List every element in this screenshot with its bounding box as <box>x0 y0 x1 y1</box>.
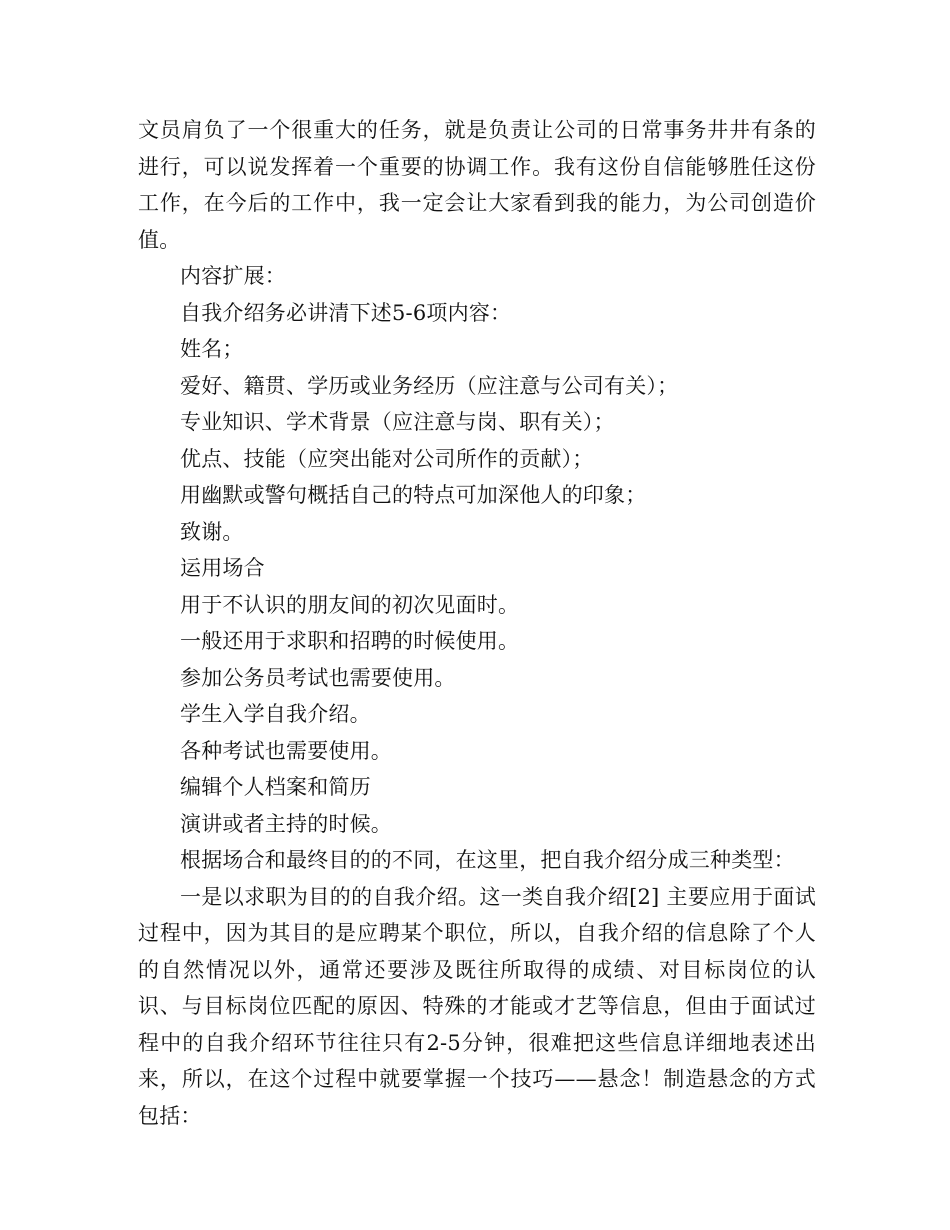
list-item-first-meeting: 用于不认识的朋友间的初次见面时。 <box>180 592 520 617</box>
paragraph-intro: 文员肩负了一个很重大的任务，就是负责让公司的日常事务井井有条的进行，可以说发挥着一个重要的协调工作。我有这份自信能够胜任这份工作，在今后的工作中，我一定会让大家看到我的能力，为公司创造价值。 <box>138 118 816 252</box>
list-item-strengths: 优点、技能（应突出能对公司所作的贡献）； <box>180 446 594 471</box>
paragraph-intro-items-heading: 自我介绍务必讲清下述5-6项内容： <box>180 300 512 325</box>
list-item-school-enrollment: 学生入学自我介绍。 <box>180 702 371 726</box>
list-item-name: 姓名； <box>180 337 244 361</box>
section-heading-occasions: 运用场合 <box>180 556 265 580</box>
list-item-hobbies: 爱好、籍贯、学历或业务经历（应注意与公司有关）； <box>180 373 679 398</box>
document-body <box>138 112 816 1134</box>
list-item-thanks: 致谢。 <box>180 519 244 544</box>
list-item-job-hunting: 一般还用于求职和招聘的时候使用。 <box>180 629 520 653</box>
list-item-speech: 演讲或者主持的时候。 <box>180 811 392 836</box>
paragraph-three-types: 根据场合和最终目的的不同，在这里，把自我介绍分成三种类型： <box>180 848 795 872</box>
list-item-knowledge: 专业知识、学术背景（应注意与岗、职有关）； <box>180 410 615 434</box>
paragraph-job-intro: 一是以求职为目的的自我介绍。这一类自我介绍[2] 主要应用于面试过程中，因为其目的是应聘某个职位，所以，自我介绍的信息除了个人的自然情况以外，通常还要涉及既往所取得的成绩、对目标岗位的认识、与目标岗位匹配的原因、特殊的才能或才艺等信息，但由于面试过程中的自我介绍环节往往只有2-5分钟，很难把这些信息详细地表述出来，所以，在这个过程中就要掌握一个技巧——悬念！制造悬念的方式包括： <box>138 884 816 1128</box>
paragraph-content-expansion: 内容扩展： <box>180 264 286 288</box>
list-item-civil-service-exam: 参加公务员考试也需要使用。 <box>180 665 456 690</box>
list-item-exams: 各种考试也需要使用。 <box>180 738 392 763</box>
list-item-humor: 用幽默或警句概括自己的特点可加深他人的印象； <box>180 483 647 507</box>
list-item-resume: 编辑个人档案和简历 <box>180 775 371 799</box>
